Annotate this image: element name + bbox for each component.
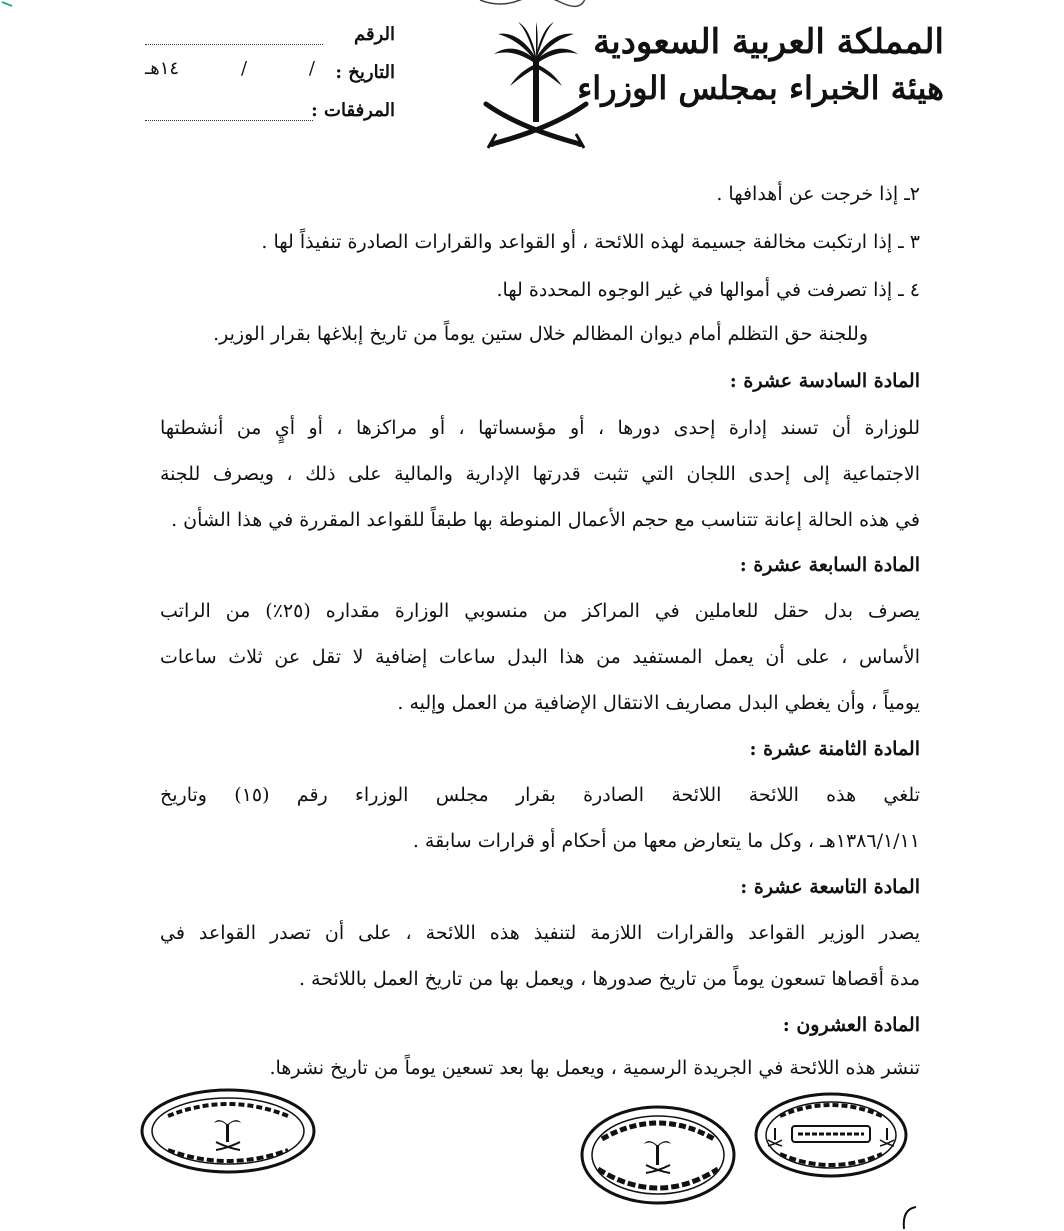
article-19-line-2: مدة أقصاها تسعون يوماً من تاريخ صدورها ، ويعمل بها من تاريخ العمل باللائحة . [298,968,920,990]
appeal-paragraph: وللجنة حق التظلم أمام ديوان المظالم خلال ستين يوماً من تاريخ إبلاغها بقرار الوزير. [213,323,868,345]
palm-and-swords-emblem-icon [480,20,592,150]
reference-label: الرقم [353,24,395,45]
article-19-heading: المادة التاسعة عشرة : [740,876,920,898]
org-name-line1: المملكة العربية السعودية [593,22,944,62]
date-label: التاريخ : [335,62,395,83]
article-19-line-1: يصدر الوزير القواعد والقرارات اللازمة لتنفيذ هذه اللائحة ، على أن تصدر القواعد في [160,922,920,944]
date-part: / [240,58,248,79]
reference-dotted-line [145,44,323,45]
organization-header [577,22,944,108]
clause-3: ٣ ـ إذا ارتكبت مخالفة جسيمة لهذه اللائحة ، أو القواعد والقرارات الصادرة تنفيذاً لها . [261,231,920,253]
article-18-heading: المادة الثامنة عشرة : [749,738,920,760]
top-handwriting-mark [470,0,590,10]
article-18-line-2: ١٣٨٦/١/١١هـ ، وكل ما يتعارض معها من أحكام أو قرارات سابقة . [412,830,920,852]
corner-mark [0,0,20,10]
article-20-heading: المادة العشرون : [782,1014,920,1036]
reference-number-row [145,20,395,58]
article-17-line-2: الأساس ، على أن يعمل المستفيد من هذا البدل ساعات إضافية لا تقل عن ثلاث ساعات [160,646,920,668]
article-16-heading: المادة السادسة عشرة : [729,370,920,392]
org-name-line2: هيئة الخبراء بمجلس الوزراء [577,69,944,107]
reference-fields [145,20,395,134]
date-part: / [308,58,315,79]
article-16-line-3: في هذه الحالة إعانة تتناسب مع حجم الأعمال المنوطة بها طبقاً للقواعد المقررة في هذا الشأن . [171,509,920,531]
date-value [145,58,315,79]
article-17-line-1: يصرف بدل حقل للعاملين في المراكز من منسوبي الوزارة مقداره (٢٥٪) من الراتب [160,600,920,622]
article-18-line-1: تلغي هذه اللائحة اللائحة الصادرة بقرار مجلس الوزراء رقم (١٥) وتاريخ [160,784,920,806]
clause-4: ٤ ـ إذا تصرفت في أموالها في غير الوجوه المحددة لها. [496,279,920,301]
article-17-line-3: يومياً ، وأن يغطي البدل مصاريف الانتقال الإضافية من العمل وإليه . [397,692,920,714]
page-corner-mark [896,1205,926,1231]
article-20-line-1: تنشر هذه اللائحة في الجريدة الرسمية ، ويعمل بها بعد تسعين يوماً من تاريخ نشرها. [269,1057,920,1079]
attachments-dotted-line [145,120,313,121]
article-17-heading: المادة السابعة عشرة : [739,554,920,576]
left-seal-stamp [138,1086,318,1176]
right-seal-stamp [752,1090,910,1180]
article-16-line-1: للوزارة أن تسند إدارة إحدى دورها ، أو مؤسساتها ، أو مراكزها ، أو أيٍ من أنشطتها [160,417,920,439]
clause-2: ٢ـ إذا خرجت عن أهدافها . [716,183,920,205]
date-row [145,58,395,96]
date-part: ١٤هـ [145,58,180,79]
attachments-row [145,96,395,134]
attachments-label: المرفقات : [311,100,395,121]
article-16-line-2: الاجتماعية إلى إحدى اللجان التي تثبت قدرتها الإدارية والمالية على ذلك ، ويصرف للجنة [160,463,920,485]
middle-seal-stamp [578,1103,738,1207]
